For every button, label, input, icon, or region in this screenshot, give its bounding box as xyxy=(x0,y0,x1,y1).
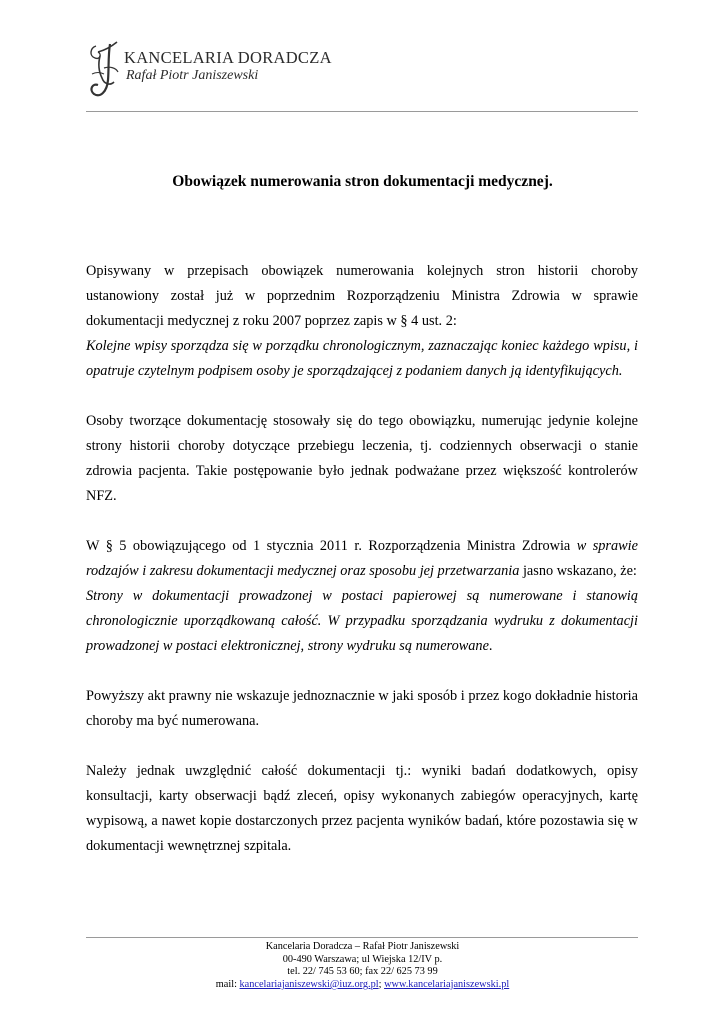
contact-separator: ; xyxy=(378,978,385,990)
paragraph-conclusion: Należy jednak uwzględnić całość dokumentacji tj.: wyniki badań dodatkowych, opisy konsultacji, karty obserwacji bądź zleceń, opisy wykonanych zabiegów operacyjnych, kartę wypisową, a nawet kopie dostarczonych przez pacjenta wyników badań, które pozostawia się w dokumentacji wewnętrznej szpitala. xyxy=(86,763,638,854)
footer-divider xyxy=(86,937,638,938)
paragraph-2011-regulation xyxy=(86,534,638,584)
letterhead xyxy=(86,38,646,104)
quote-end: . xyxy=(488,638,493,654)
footer-contact xyxy=(0,979,725,992)
firm-name: KANCELARIA DORADCZA xyxy=(124,48,332,67)
footer-address: 00-490 Warszawa; ul Wiejska 12/IV p. xyxy=(282,953,443,965)
quote-2007-regulation xyxy=(86,334,638,384)
footer-firm: Kancelaria Doradcza – Rafał Piotr Janiszewski xyxy=(265,941,460,952)
quote-2011-regulation xyxy=(86,584,638,659)
paragraph-intro: Opisywany w przepisach obowiązek numerowania kolejnych stron historii choroby ustanowiony został już w poprzednim Rozporządzeniu Ministra Zdrowia w sprawie dokumentacji medycznej z roku 2007 poprzez zapis w § 4 ust. 2: xyxy=(86,263,638,329)
document-body xyxy=(86,259,638,859)
footer-phone: tel. 22/ 745 53 60; fax 22/ 625 73 99 xyxy=(287,966,438,978)
quote-text: Kolejne wpisy sporządza się w porządku chronologicznym, zaznaczając koniec każdego wpisu, i opatruje czytelnym podpisem osoby je sporządzającej z podaniem danych ją identyfikujących. xyxy=(86,338,638,379)
mail-label: mail: xyxy=(215,978,240,990)
regulation-title: w sprawie rodzajów i zakresu dokumentacji medycznej oraz sposobu jej przetwarzania xyxy=(86,538,638,579)
firm-logo-icon xyxy=(86,38,122,102)
firm-owner-name: Rafał Piotr Janiszewski xyxy=(126,68,259,83)
header-divider xyxy=(86,111,638,112)
paragraph-ambiguity: Powyższy akt prawny nie wskazuje jednoznacznie w jaki sposób i przez kogo dokładnie historia choroby ma być numerowana. xyxy=(86,688,638,729)
paragraph-text: jasno wskazano, że: xyxy=(519,563,637,579)
document-title: Obowiązek numerowania stron dokumentacji medycznej. xyxy=(172,173,553,190)
paragraph-text: W § 5 obowiązującego od 1 stycznia 2011 r. Rozporządzenia Ministra Zdrowia xyxy=(86,538,577,554)
footer xyxy=(0,941,725,991)
email-link[interactable]: kancelariajaniszewski@iuz.org.pl xyxy=(239,978,379,990)
website-link[interactable]: www.kancelariajaniszewski.pl xyxy=(384,978,510,990)
quote-text: Strony w dokumentacji prowadzonej w postaci papierowej są numerowane i stanowią chronologicznie uporządkowaną całość. W przypadku sporządzania wydruku z dokumentacji prowadzonej w postaci elektronicznej, strony wydruku są numerowane xyxy=(86,588,638,654)
paragraph-practice: Osoby tworzące dokumentację stosowały się do tego obowiązku, numerując jedynie kolejne strony historii choroby dotyczące przebiegu leczenia, tj. codziennych obserwacji o stanie zdrowia pacjenta. Takie postępowanie było jednak podważane przez większość kontrolerów NFZ. xyxy=(86,413,638,504)
